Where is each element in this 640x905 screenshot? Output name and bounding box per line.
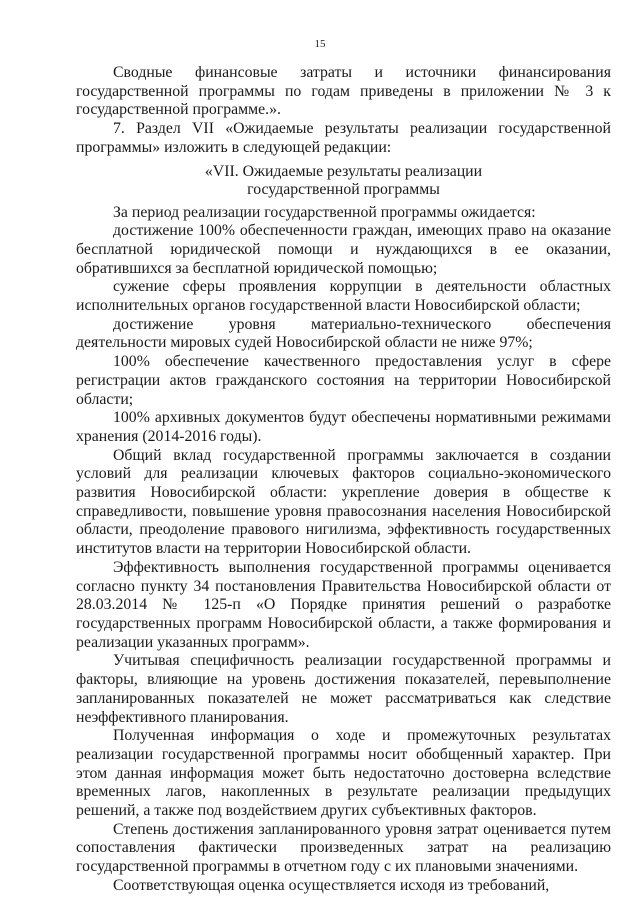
paragraph-cost-achievement: Степень достижения запланированного уровня затрат оценивается путем сопоставления фактически произведенных затрат на реализацию государственной программы в отчетном году с их плановыми значениями. xyxy=(76,820,611,876)
paragraph-judges-support: достижение уровня материально-технического обеспечения деятельности мировых судей Новосибирской области не ниже 97%; xyxy=(76,315,611,352)
paragraph-corruption: сужение сферы проявления коррупции в деятельности областных исполнительных органов государственной власти Новосибирской области; xyxy=(76,278,611,315)
document-body xyxy=(76,64,611,896)
paragraph-overall-contribution: Общий вклад государственной программы заключается в создании условий для реализации ключевых факторов социально-экономического развития Новосибирской области: укрепление доверия в обществе к справедливости, повышение уровня правосознания населения Новосибирской области, преодоление правового нигилизма, эффективность государственных институтов власти на территории Новосибирской области. xyxy=(76,446,611,558)
paragraph-information-quality: Полученная информация о ходе и промежуточных результатах реализации государственной программы носит обобщенный характер. При этом данная информация может быть недостаточно достоверна вследствие временных лагов, накопленных в результате реализации предыдущих решений, а также под воздействием других субъективных факторов. xyxy=(76,727,611,820)
section-heading-line-2: государственной программы xyxy=(247,181,440,199)
paragraph-financing-summary: Сводные финансовые затраты и источники финансирования государственной программы по годам приведены в приложении № 3 к государственной программе.». xyxy=(76,64,611,119)
paragraph-specificity: Учитывая специфичность реализации государственной программы и факторы, влияющие на уровень достижения показателей, перевыполнение запланированных показателей не может рассматриваться как следствие неэффективного планирования. xyxy=(76,652,611,726)
paragraph-archives: 100% архивных документов будут обеспечены нормативными режимами хранения (2014-2016 годы). xyxy=(76,409,611,445)
section-heading-line-1: «VII. Ожидаемые результаты реализации xyxy=(204,162,483,180)
paragraph-expected-intro: За период реализации государственной программы ожидается: xyxy=(113,203,536,221)
page-number: 15 xyxy=(314,38,326,50)
paragraph-assessment-basis: Соответствующая оценка осуществляется исходя из требований, xyxy=(113,876,550,894)
paragraph-legal-aid: достижение 100% обеспеченности граждан, имеющих право на оказание бесплатной юридической помощи и нуждающихся в ее оказании, обратившихся за бесплатной юридической помощью; xyxy=(76,222,611,277)
paragraph-civil-registration: 100% обеспечение качественного предоставления услуг в сфере регистрации актов гражданского состояния на территории Новосибирской области; xyxy=(76,353,611,408)
paragraph-section-amendment: 7. Раздел VII «Ожидаемые результаты реализации государственной программы» изложить в следующей редакции: xyxy=(76,120,611,156)
section-heading xyxy=(76,163,611,200)
paragraph-efficiency-evaluation: Эффективность выполнения государственной программы оценивается согласно пункту 34 постановления Правительства Новосибирской области от 28.03.2014 № 125-п «О Порядке принятия решений о разработке государственных программ Новосибирской области, а также формирования и реализации указанных программ». xyxy=(76,558,611,651)
